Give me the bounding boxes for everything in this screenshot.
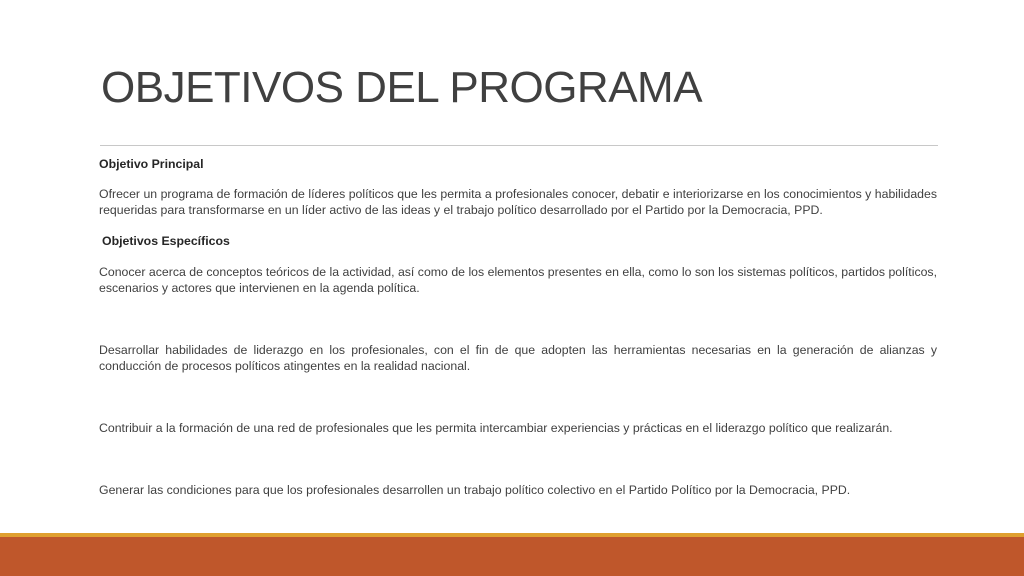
main-objective-text: Ofrecer un programa de formación de líderes políticos que les permita a profesionales conocer, debatir e interiorizarse en los conocimientos y habilidades requeridas para transformarse en un líder activo de las ideas y el trabajo político desarrollado por el Partido por la Democracia, PPD. — [99, 187, 937, 217]
main-objective-heading: Objetivo Principal — [99, 157, 204, 171]
specific-objective-item: Desarrollar habilidades de liderazgo en los profesionales, con el fin de que adopten las herramientas necesarias en la generación de alianzas y conducción de procesos políticos atingentes en la realidad nacional. — [99, 343, 937, 373]
specific-objective-item: Conocer acerca de conceptos teóricos de la actividad, así como de los elementos presentes en ella, como lo son los sistemas políticos, partidos políticos, escenarios y actores que intervienen en la agenda política. — [99, 265, 937, 295]
specific-objectives-heading: Objetivos Específicos — [102, 234, 230, 248]
slide-content — [99, 156, 937, 498]
specific-objective-item: Generar las condiciones para que los profesionales desarrollen un trabajo político colectivo en el Partido Político por la Democracia, PPD. — [99, 483, 851, 497]
footer-band — [0, 537, 1024, 576]
specific-objective-item: Contribuir a la formación de una red de profesionales que les permita intercambiar experiencias y prácticas en el liderazgo político que realizarán. — [99, 421, 893, 435]
title-divider — [100, 145, 938, 146]
slide-title: OBJETIVOS DEL PROGRAMA — [101, 63, 703, 112]
